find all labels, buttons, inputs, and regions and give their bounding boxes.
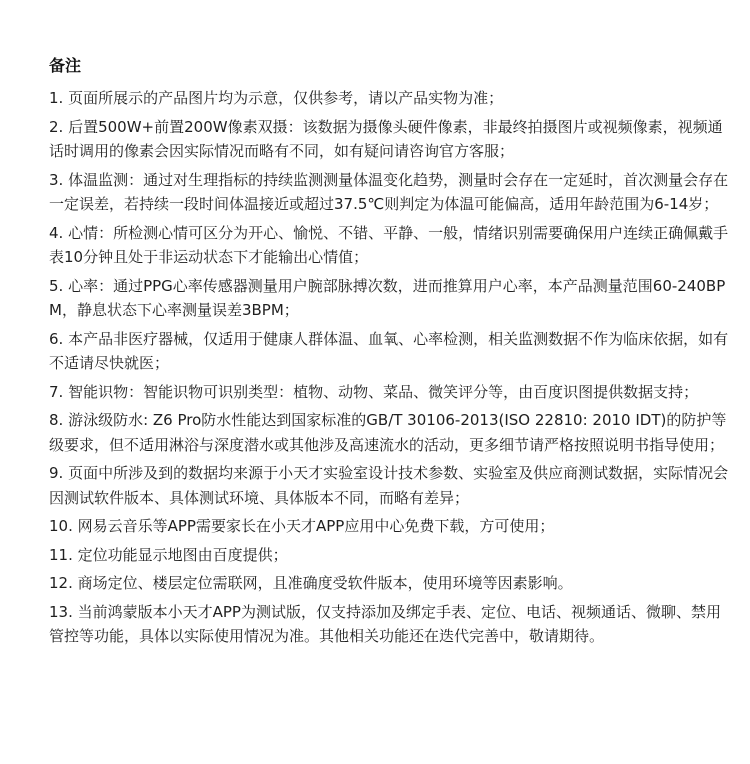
note-item-11: 11. 定位功能显示地图由百度提供；	[49, 545, 288, 564]
note-item-2: 2. 后置500W+前置200W像素双摄：该数据为摄像头硬件像素，非最终拍摄图片或视频像素，视频通话时调用的像素会因实际情况而略有不同，如有疑问请咨询官方客服；	[49, 117, 723, 160]
note-item-4: 4. 心情：所检测心情可区分为开心、愉悦、不错、平静、一般，情绪识别需要确保用户连续正确佩戴手表10分钟且处于非运动状态下才能输出心情值；	[49, 223, 729, 266]
note-item-13: 13. 当前鸿蒙版本小天才APP为测试版，仅支持添加及绑定手表、定位、电话、视频通话、微聊、禁用管控等功能，具体以实际使用情况为准。其他相关功能还在迭代完善中，敬请期待。	[49, 602, 721, 645]
note-item-9: 9. 页面中所涉及到的数据均来源于小天才实验室设计技术参数、实验室及供应商测试数据，实际情况会因测试软件版本、具体测试环境、具体版本不同，而略有差异；	[49, 464, 729, 507]
note-item-8: 8. 游泳级防水: Z6 Pro防水性能达到国家标准的GB/T 30106-2013(ISO 22810: 2010 IDT)的防护等级要求，但不适用淋浴与深度潜水或其他涉及高速流水的活动，更多细节请严格按照说明书指导使用；	[49, 411, 727, 454]
notes-section	[49, 54, 729, 653]
note-item-5: 5. 心率：通过PPG心率传感器测量用户腕部脉搏次数，进而推算用户心率，本产品测量范围60-240BPM，静息状态下心率测量误差3BPM；	[49, 276, 726, 319]
notes-title: 备注	[49, 56, 82, 75]
note-item-7: 7. 智能识物：智能识物可识别类型：植物、动物、菜品、微笑评分等，由百度识图提供数据支持；	[49, 382, 699, 401]
notes-list	[49, 86, 729, 649]
note-item-6: 6. 本产品非医疗器械，仅适用于健康人群体温、血氧、心率检测，相关监测数据不作为临床依据，如有不适请尽快就医；	[49, 329, 729, 372]
note-item-12: 12. 商场定位、楼层定位需联网，且准确度受软件版本，使用环境等因素影响。	[49, 574, 573, 592]
note-item-3: 3. 体温监测：通过对生理指标的持续监测测量体温变化趋势，测量时会存在一定延时，首次测量会存在一定误差，若持续一段时间体温接近或超过37.5℃则判定为体温可能偏高，适用年龄范围为6-14岁；	[49, 170, 729, 213]
note-item-1: 1. 页面所展示的产品图片均为示意，仅供参考，请以产品实物为准；	[49, 89, 504, 107]
note-item-10: 10. 网易云音乐等APP需要家长在小天才APP应用中心免费下载，方可使用；	[49, 517, 555, 535]
